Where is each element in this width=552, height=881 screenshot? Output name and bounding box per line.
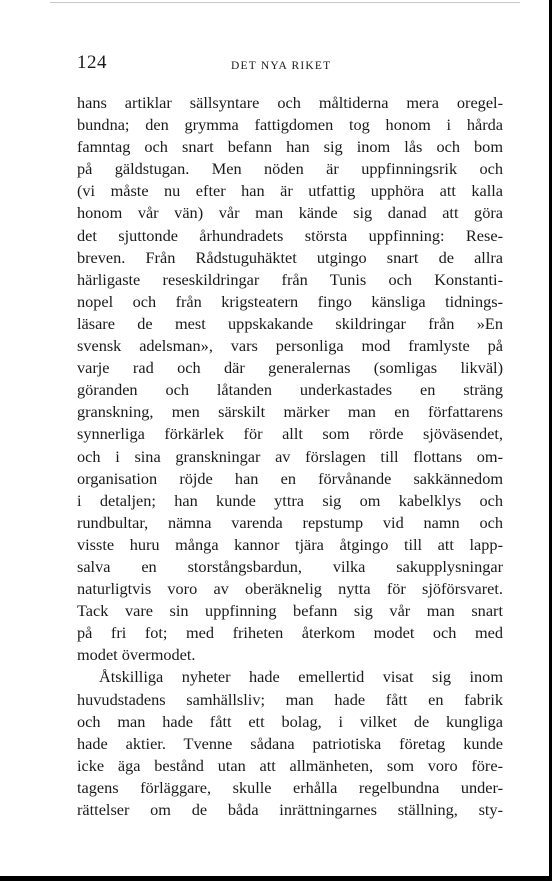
body-text (77, 92, 503, 821)
text-line: naturligtvis voro av oberäknelig nytta för sjöförsvaret. (77, 579, 503, 599)
text-line: göranden och låtanden underkastades en sträng (77, 380, 503, 400)
text-line: på gäldstugan. Men nöden är uppfinningsrik och (77, 159, 503, 179)
text-line: huvudstadens samhällsliv; man hade fått en fabrik (77, 689, 503, 709)
text-line: famntag och snart befann han sig inom lås och bom (77, 137, 503, 157)
text-line: svensk adelsman», vars personliga mod framlyste på (77, 336, 503, 356)
text-line: varje rad och där generalernas (somligas likväl) (77, 358, 503, 378)
page-number: 124 (77, 52, 107, 73)
text-line: visste huru många kannor tjära åtgingo till att lapp- (77, 534, 503, 554)
text-line: läsare de mest uppskakande skildringar från »En (77, 313, 503, 333)
text-line: bundna; den grymma fattigdomen tog honom i hårda (77, 115, 503, 135)
text-line: och i sina granskningar av förslagen till flottans om- (77, 446, 503, 466)
text-line: icke äga bestånd utan att allmänheten, som voro före- (77, 755, 503, 775)
text-line: på fri fot; med friheten återkom modet och med (77, 623, 503, 643)
text-line: hade aktier. Tvenne sådana patriotiska företag kunde (77, 733, 503, 753)
text-line: (vi måste nu efter han är utfattig upphöra att kalla (77, 181, 503, 201)
text-line: modet övermodet. (77, 645, 196, 665)
running-title: DET NYA RIKET (231, 60, 332, 72)
text-line: tagens förläggare, skulle erhålla regelbundna under- (77, 777, 503, 797)
text-line: härligaste reseskildringar från Tunis och Konstanti- (77, 269, 503, 289)
text-line: nopel och från krigsteatern fingo känsliga tidnings- (77, 291, 503, 311)
text-line: organisation röjde han en förvånande sakkännedom (77, 468, 503, 488)
page-header (77, 52, 503, 82)
scan-bottom-border (0, 876, 552, 881)
text-line: rättelser om de båda inrättningarnes ställning, sty- (77, 800, 503, 819)
text-line: honom vår vän) vår man kände sig danad att göra (77, 203, 503, 223)
text-line: och man hade fått ett bolag, i vilket de kungliga (77, 711, 503, 731)
text-line: granskning, men särskilt märker man en författarens (77, 402, 503, 422)
text-line: synnerliga förkärlek för allt som rörde sjöväsendet, (77, 424, 503, 444)
text-line: salva en storstångsbardun, vilka sakupplysningar (77, 556, 503, 576)
text-line: rundbultar, nämna varenda repstump vid namn och (77, 512, 503, 532)
text-line: hans artiklar sällsyntare och måltiderna mera oregel- (77, 93, 503, 112)
text-line: i detaljen; han kunde yttra sig om kabelklys och (77, 490, 503, 510)
top-edge-rule (50, 2, 520, 3)
text-line: Åtskilliga nyheter hade emellertid visat sig inom (99, 667, 503, 687)
text-line: det sjuttonde århundradets största uppfinning: Rese- (77, 225, 503, 245)
text-line: breven. Från Rådstuguhäktet utgingo snart de allra (77, 247, 503, 267)
text-line: Tack vare sin uppfinning befann sig vår man snart (77, 601, 503, 621)
